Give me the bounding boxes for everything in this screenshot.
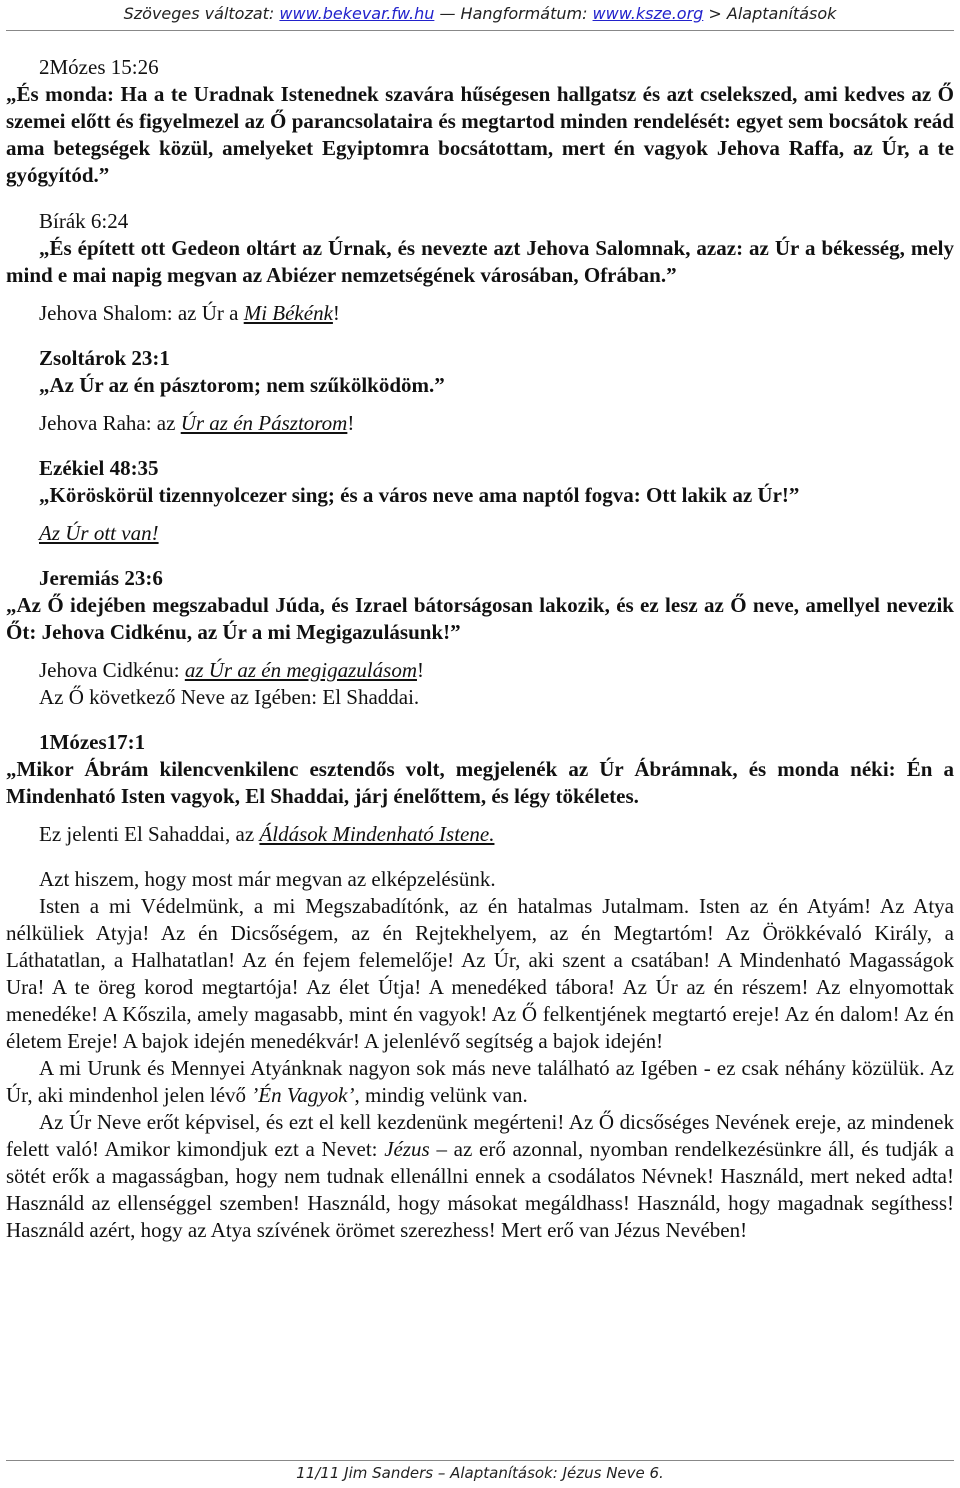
name-note-raha: Jehova Raha: az Úr az én Pásztorom!	[39, 411, 355, 435]
page-header	[0, 2, 960, 30]
verse-ref-1: 2Mózes 15:26	[39, 55, 159, 79]
header-mid: — Hangformátum:	[434, 4, 593, 23]
paragraph-1: Azt hiszem, hogy most már megvan az elképzelésünk.	[39, 867, 496, 891]
footer-divider	[6, 1460, 954, 1461]
header-divider	[6, 30, 954, 31]
paragraph-3: A mi Urunk és Mennyei Atyánknak nagyon sok más neve található az Igében - ez csak néhány közülük. Az Úr, aki mindenhol jelen lévő ’Én Vagyok’, mindig velünk van.	[6, 1056, 954, 1107]
name-note-el-shaddai: Az Ő következő Neve az Igében: El Shaddai.	[39, 685, 420, 709]
verse-ref-2: Bírák 6:24	[39, 209, 129, 233]
mi-bekenk-link: Mi Békénk	[243, 301, 333, 325]
verse-ref-6: 1Mózes17:1	[39, 730, 146, 754]
ksze-link[interactable]: www.ksze.org	[592, 4, 704, 23]
name-note-cidkenu: Jehova Cidkénu: az Úr az én megigazulásom!	[39, 658, 424, 682]
bekevar-link[interactable]: www.bekevar.fw.hu	[279, 4, 435, 23]
header-prefix: Szöveges változat:	[123, 4, 280, 23]
name-note-aldasok: Ez jelenti El Sahaddai, az Áldások Mindenható Istene.	[39, 822, 495, 846]
verse-ref-5: Jeremiás 23:6	[39, 566, 163, 590]
paragraph-2: Isten a mi Védelmünk, a mi Megszabadítónk, az én hatalmas Jutalmam. Isten az én Atyám! Az Atya nélküliek Atyja! Az én Dicsőségem, az én Rejtekhelyem, az én Megtartóm! Az Örökkévaló Király, a Láthatatlan, a Halhatatlan! Az én fejem felemelője! Az Úr, aki szent a csatában! A Mindenható Magasságok Ura! A te öreg korod megtartója! Az élet Útja! A menedéked tábora! Az Úr az én részem! Az elnyomottak menedéke! A Kőszila, amely magasabb, mint én vagyok! Az Ő felkentjének megtartó ereje! Az én dalom! Az én életem Ereje! A bajok idején menedékvár! A jelenlévő segítség a bajok idején!	[6, 894, 954, 1053]
verse-ref-4: Ezékiel 48:35	[39, 456, 159, 480]
document-body	[6, 54, 954, 1244]
name-note-shalom: Jehova Shalom: az Úr a Mi Békénk!	[39, 301, 340, 325]
verse-ref-3: Zsoltárok 23:1	[39, 346, 170, 370]
name-note-ott-van: Az Úr ott van!	[39, 521, 159, 545]
page-footer: 11/11 Jim Sanders – Alaptanítások: Jézus Neve 6.	[296, 1464, 664, 1482]
verse-text-5: „Az Ő idejében megszabadul Júda, és Izrael bátorságosan lakozik, és ez lesz az Ő neve, amellyel nevezik Őt: Jehova Cidkénu, az Úr a mi Megigazulásunk!”	[6, 593, 954, 644]
verse-text-3: „Az Úr az én pásztorom; nem szűkölködöm.”	[39, 373, 445, 397]
paragraph-4: Az Úr Neve erőt képvisel, és ezt el kell kezdenünk megérteni! Az Ő dicsőséges Nevének ereje, az mindenek felett való! Amikor kimondjuk ezt a Nevet: Jézus – az erő azonnal, nyomban rendelkezésünkre áll, és tudják a sötét erők a magasságban, hogy nem tudnak ellenállni ennek a csodálatos Névnek! Használd, mert neked adta! Használd az ellenséggel szemben! Használd, hogy másokat megáldhass! Használd, hogy magadnak segíthess! Használd azért, hogy az Atya szívének örömet szerezhess! Mert erő van Jézus Nevében!	[6, 1110, 954, 1242]
verse-text-1: „És monda: Ha a te Uradnak Istenednek szavára hűségesen hallgatsz és azt cselekszed, ami kedves az Ő szemei előtt és figyelmezel az Ő parancsolataira és megtartod minden rendelését: egyet sem bocsátok reád ama betegségek közül, amelyeket Egyiptomra bocsátottam, mert én vagyok Jehova Raffa, az Úr, a te gyógyítód.”	[6, 82, 954, 187]
verse-text-6: „Mikor Ábrám kilencvenkilenc esztendős volt, megjelenék az Úr Ábrámnak, és monda néki: Én a Mindenható Isten vagyok, El Shaddai, járj énelőttem, és légy tökéletes.	[6, 757, 954, 808]
verse-text-2: „És épített ott Gedeon oltárt az Úrnak, és nevezte azt Jehova Salomnak, azaz: az Úr a békesség, mely mind e mai napig megvan az Abiézer nemzetségének városában, Ofrában.”	[6, 236, 954, 287]
verse-text-4: „Köröskörül tizennyolcezer sing; és a város neve ama naptól fogva: Ott lakik az Úr!”	[39, 483, 800, 507]
header-suffix: > Alaptanítások	[703, 4, 837, 23]
